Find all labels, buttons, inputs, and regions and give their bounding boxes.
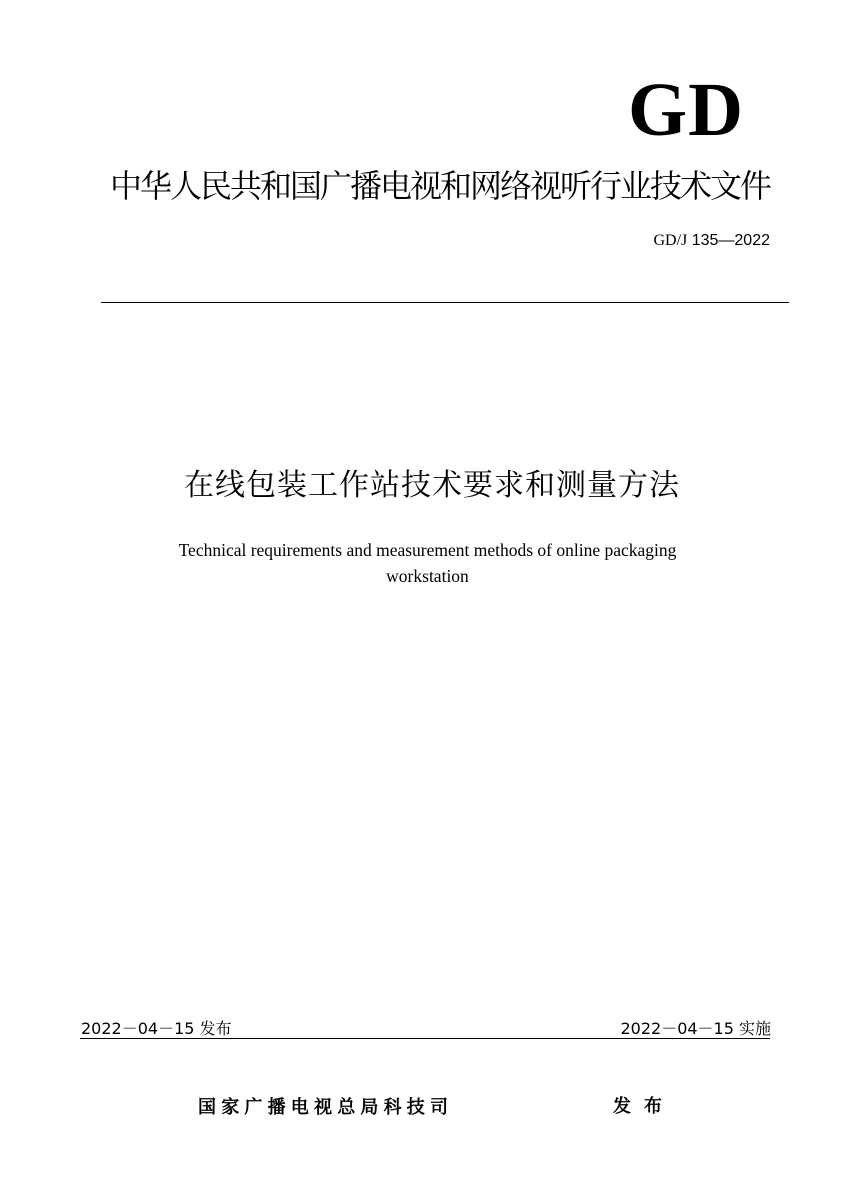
standard-number (653, 231, 770, 251)
english-title-line-2: workstation (386, 566, 469, 586)
gd-logo: GD (628, 68, 744, 152)
header-divider (101, 302, 789, 303)
document-title-english (140, 537, 715, 589)
publish-mark: 发布 (613, 1096, 675, 1117)
standard-prefix: GD/J (653, 232, 688, 249)
implementation-date: 2022－04－15 实施 (620, 1019, 771, 1038)
english-title-line-1: Technical requirements and measurement methods of online packaging (178, 540, 677, 560)
issue-date: 2022－04－15 发布 (81, 1019, 232, 1038)
publisher: 国家广播电视总局科技司 (198, 1097, 454, 1118)
issuing-org-title: 中华人民共和国广播电视和网络视听行业技术文件 (109, 167, 770, 205)
document-title: 在线包装工作站技术要求和测量方法 (184, 468, 680, 503)
standard-number-value: 135—2022 (687, 232, 770, 249)
footer-divider (80, 1038, 770, 1039)
